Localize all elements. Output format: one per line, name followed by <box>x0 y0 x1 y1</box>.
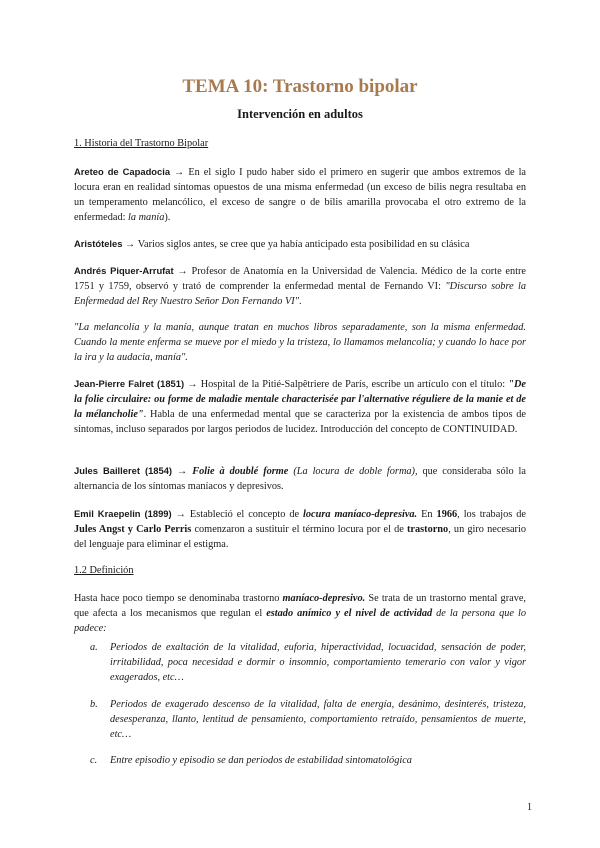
list-item-text: Entre episodio y episodio se dan periodos de estabilidad sintomatológica <box>110 755 412 766</box>
list-marker: a. <box>90 642 98 653</box>
page-number: 1 <box>527 802 532 813</box>
page-title: TEMA 10: Trastorno bipolar <box>182 76 418 97</box>
person-name: Andrés Piquer-Arrufat <box>74 265 174 276</box>
person-name: Jean-Pierre Falret (1851) <box>74 378 185 389</box>
arrow: → <box>171 509 190 520</box>
arrow: → <box>170 167 189 178</box>
paragraph-falret: Jean-Pierre Falret (1851) → Hospital de la Pitié-Salpêtriere de París, escribe un artículo con el título: "De la folie circulaire: ou forme de maladie mentale characterisée par l'alternative réguliere de la manie et de la mélancholie". Habla de una enfermedad mental que se caracteriza por la existencia de ambos tipos de síntomas, incluso separados por largos periodos de lucidez. Introducción del concepto de CONTINUIDAD. <box>74 378 526 435</box>
page-subtitle: Intervención en adultos <box>237 107 363 121</box>
section-heading-history: 1. Historia del Trastorno Bipolar <box>74 138 209 149</box>
arrow: → <box>184 379 201 390</box>
list-marker: b. <box>90 699 98 710</box>
arrow: → <box>122 239 138 250</box>
arrow: → <box>172 466 193 477</box>
paragraph-kraepelin: Emil Kraepelin (1899) → Estableció el concepto de locura maníaco-depresiva. En 1966, los trabajos de Jules Angst y Carlo Perris comenzaron a sustituir el término locura por el de trastorno, un giro necesario del lenguaje para eliminar el estigma. <box>74 508 526 550</box>
arrow: → <box>173 266 192 277</box>
person-name: Emil Kraepelin (1899) <box>74 508 172 519</box>
quote-block: "La melancolía y la manía, aunque tratan en muchos libros separadamente, son la misma enfermedad. Cuando la mente enferma se mueve por el miedo y la tristeza, lo llamamos melancolía; y cuando lo hace por la ira y la audacia, manía". <box>74 322 526 363</box>
section-heading-definition: 1.2 Definición <box>74 565 134 576</box>
paragraph-areteo: Areteo de Capadocia → En el siglo I pudo haber sido el primero en sugerir que ambos extremos de la locura eran en realidad síntomas opuestos de una misma enfermedad (un exceso de bilis negra resultaba en un temperamento melancólico, el exceso de sangre o de bilis amarilla provocaba el otro extremo de la enfermedad: la manía). <box>74 166 526 223</box>
person-name: Aristóteles <box>74 238 123 249</box>
person-name: Jules Bailleret (1854) <box>74 465 173 476</box>
list-item-text: Periodos de exagerado descenso de la vitalidad, falta de energía, desánimo, desinterés, tristeza, desesperanza, llanto, lentitud de pensamiento, comportamiento retraído, pensamientos de muerte, etc… <box>110 699 526 740</box>
paragraph-aristoteles: Aristóteles → Varios siglos antes, se cree que ya había anticipado esta posibilidad en su clásica <box>74 238 470 250</box>
list-marker: c. <box>90 755 98 766</box>
list-item-text: Periodos de exaltación de la vitalidad, euforia, hiperactividad, locuacidad, sensación de poder, irritabilidad, poca necesidad e dormir o insomnio, comportamiento temerario con valor y vigor exagerados, etc… <box>110 642 526 683</box>
paragraph-piquer: Andrés Piquer-Arrufat → Profesor de Anatomía en la Universidad de Valencia. Médico de la corte entre 1751 y 1759, observó y trató de comprender la enfermedad mental de Fernando VI: "Discurso sobre la Enfermedad del Rey Nuestro Señor Don Fernando VI". <box>74 265 527 307</box>
paragraph-bailleret: Jules Bailleret (1854) → Folie à doublé forme (La locura de doble forma), que consideraba sólo la alternancia de los síntomas maníacos y depresivos. <box>74 465 526 492</box>
person-name: Areteo de Capadocia <box>74 166 171 177</box>
paragraph-definition: Hasta hace poco tiempo se denominaba trastorno maníaco-depresivo. Se trata de un trastorno mental grave, que afecta a los mecanismos que regulan el estado anímico y el nivel de actividad de la persona que lo padece: <box>74 593 526 634</box>
